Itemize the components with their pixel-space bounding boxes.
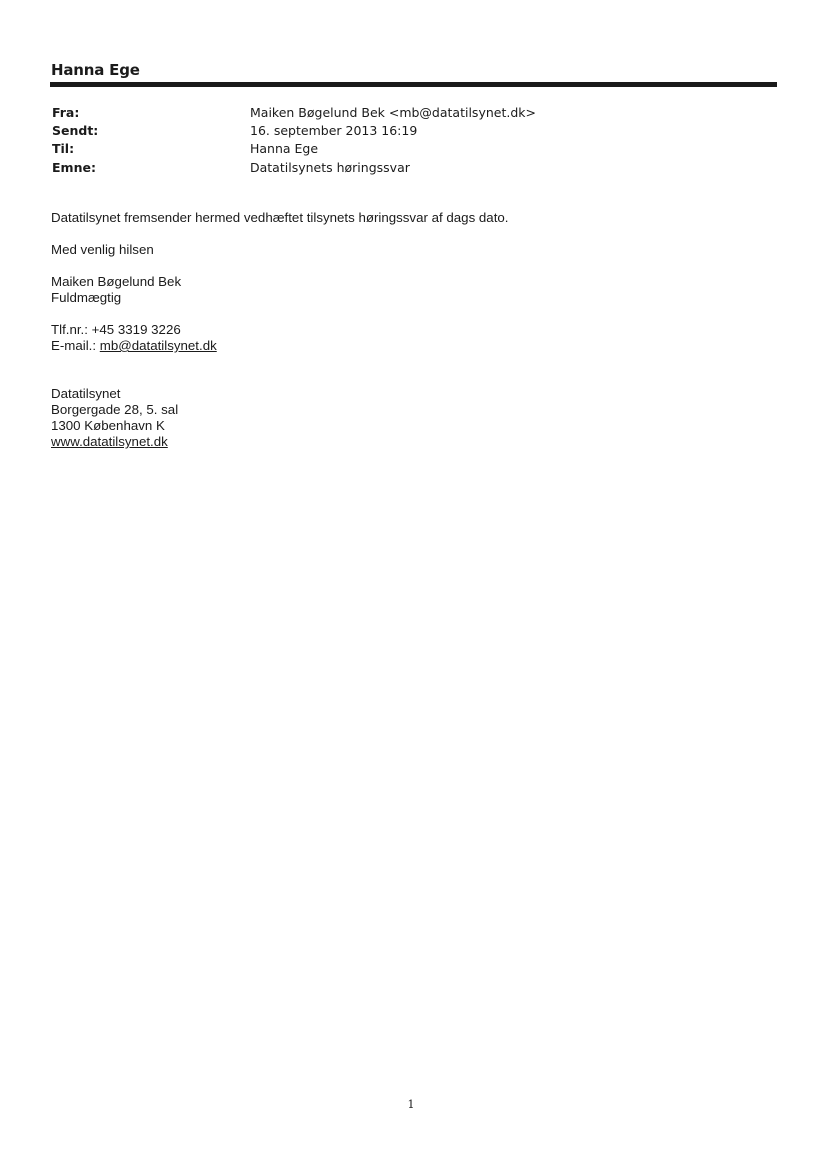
- to-label: Til:: [52, 141, 75, 157]
- from-value: Maiken Bøgelund Bek <mb@datatilsynet.dk>: [250, 105, 536, 120]
- intro-text: Datatilsynet fremsender hermed vedhæftet tilsynets høringssvar af dags dato.: [51, 210, 509, 225]
- greeting-text: Med venlig hilsen: [51, 242, 154, 257]
- page-number: 1: [407, 1098, 415, 1111]
- email-line: [51, 338, 508, 354]
- sent-row: [52, 122, 536, 140]
- signer-title: Fuldmægtig: [51, 290, 122, 305]
- sent-value: 16. september 2013 16:19: [250, 123, 418, 139]
- address-line-1: Borgergade 28, 5. sal: [51, 402, 179, 417]
- subject-label: Emne:: [52, 159, 96, 175]
- page-owner-title: Hanna Ege: [51, 61, 140, 79]
- email-label: E-mail.:: [51, 338, 100, 353]
- signer-name: Maiken Bøgelund Bek: [51, 274, 182, 289]
- org-name: Datatilsynet: [51, 386, 121, 401]
- email-body: [51, 210, 508, 450]
- phone-text: Tlf.nr.: +45 3319 3226: [51, 322, 181, 337]
- to-value: Hanna Ege: [250, 141, 319, 157]
- subject-value: Datatilsynets høringssvar: [250, 159, 410, 175]
- to-row: [52, 140, 536, 158]
- website-link[interactable]: www.datatilsynet.dk: [51, 434, 168, 449]
- header-rule: [50, 82, 777, 87]
- from-label: Fra:: [52, 105, 80, 120]
- from-row: [52, 104, 536, 122]
- subject-row: [52, 159, 536, 177]
- sent-label: Sendt:: [52, 123, 99, 139]
- email-headers: [52, 104, 536, 177]
- email-link[interactable]: mb@datatilsynet.dk: [99, 338, 217, 353]
- address-line-2: 1300 København K: [51, 418, 165, 433]
